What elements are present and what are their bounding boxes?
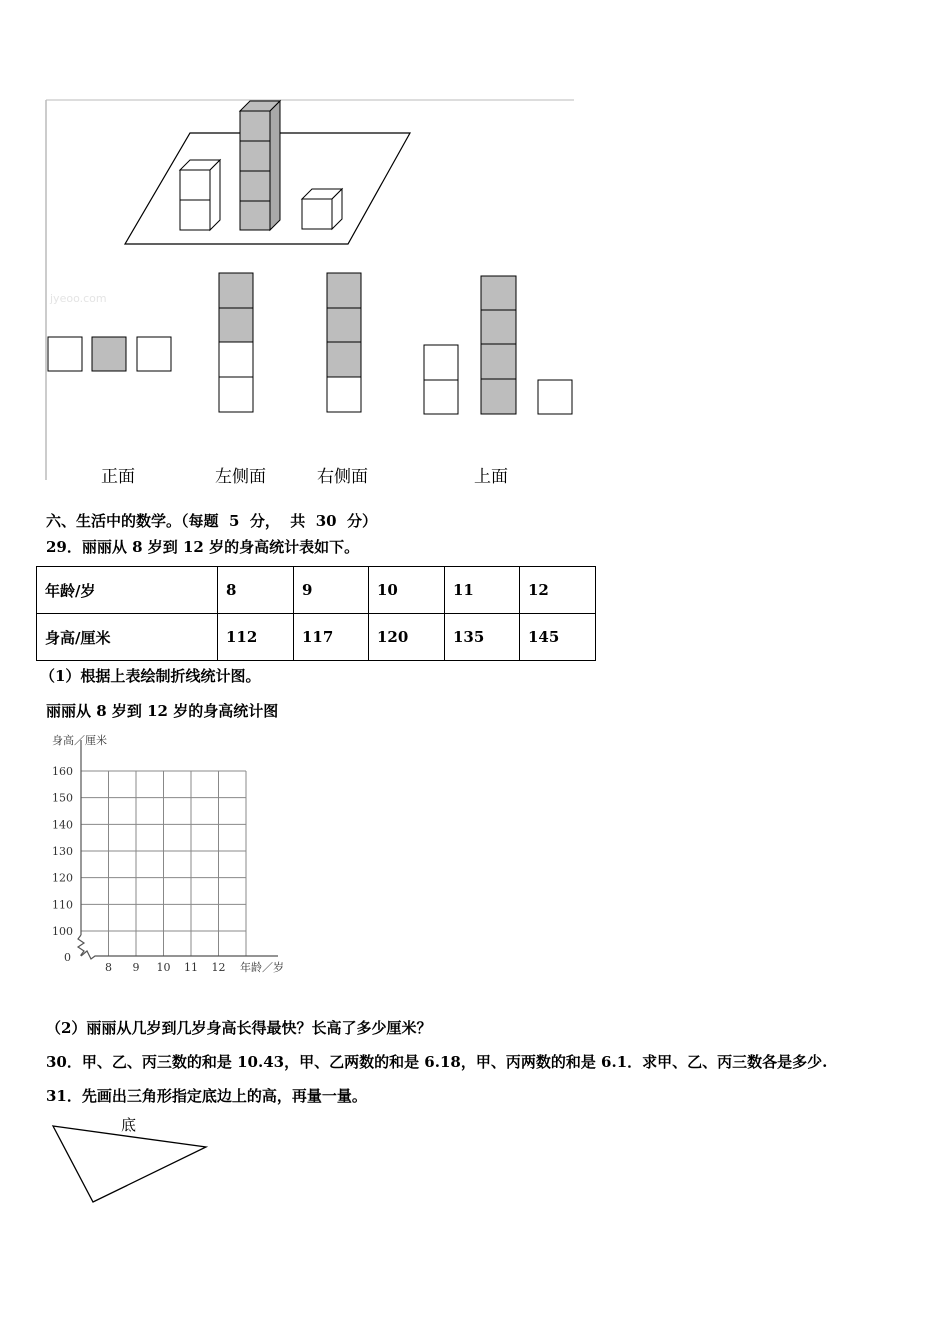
y-tick-label: 150: [52, 791, 73, 805]
table-cell: 10: [369, 567, 445, 614]
watermark: jyeoo.com: [50, 292, 107, 305]
x-tick-label: 12: [211, 961, 226, 974]
question-29-title: 29．丽丽从 8 岁到 12 岁的身高统计表如下。: [46, 538, 360, 556]
view-front: [48, 337, 171, 371]
table-cell: 117: [294, 614, 369, 661]
y-tick-label: 140: [52, 818, 73, 832]
x-tick-label: 10: [156, 961, 171, 974]
y-tick-label: 130: [52, 845, 73, 858]
height-table: [36, 566, 596, 661]
table-cell: 8: [218, 567, 294, 614]
x-tick-label: 11: [184, 961, 198, 974]
y-tick-label: 110: [52, 898, 73, 912]
y-tick-label: 100: [52, 925, 73, 938]
table-cell: 年龄/岁: [37, 567, 218, 614]
origin-label: 0: [64, 951, 71, 964]
cube-views-figure: [0, 0, 600, 500]
y-axis-title: 身高／厘米: [52, 734, 107, 747]
label-front-view: 正面: [101, 467, 135, 487]
table-cell: 145: [520, 614, 596, 661]
view-top: [424, 276, 572, 414]
height-line-chart: [40, 728, 310, 988]
x-tick-label: 8: [105, 961, 112, 974]
axis-break-zigzag: [78, 935, 84, 956]
y-tick-label: 160: [52, 765, 73, 778]
table-cell: 身高/厘米: [37, 614, 218, 661]
table-cell: 12: [520, 567, 596, 614]
question-31: 31．先画出三角形指定底边上的高，再量一量。: [46, 1087, 367, 1105]
table-cell: 112: [218, 614, 294, 661]
cube-single-right: [302, 189, 342, 229]
x-axis-title: 年龄／岁: [240, 961, 284, 974]
table-cell: 11: [445, 567, 520, 614]
chart-title: 丽丽从 8 岁到 12 岁的身高统计图: [46, 702, 279, 720]
table-cell: 9: [294, 567, 369, 614]
table-row: [37, 614, 596, 661]
x-tick-label: 9: [132, 961, 140, 974]
table-cell: 135: [445, 614, 520, 661]
question-29-part-2: （2）丽丽从几岁到几岁身高长得最快？长高了多少厘米？: [46, 1019, 432, 1037]
label-left-view: 左侧面: [215, 467, 266, 487]
table-row: [37, 567, 596, 614]
question-29-part-1: （1）根据上表绘制折线统计图。: [40, 667, 261, 685]
view-left-side: [219, 273, 253, 412]
view-right-side: [327, 273, 361, 412]
label-top-view: 上面: [474, 467, 508, 487]
table-cell: 120: [369, 614, 445, 661]
triangle-figure: [40, 1110, 240, 1220]
section-6-heading: 六、生活中的数学。（每题 5 分， 共 30 分）: [46, 512, 378, 530]
cube-stack-left: [180, 160, 220, 230]
label-right-view: 右侧面: [317, 467, 368, 487]
base-label: 底: [121, 1116, 137, 1134]
question-30: 30．甲、乙、丙三数的和是 10.43，甲、乙两数的和是 6.18，甲、丙两数的和是 6.1．求甲、乙、丙三数各是多少.: [46, 1053, 828, 1071]
y-tick-label: 120: [52, 871, 73, 885]
cube-stack-middle: [240, 101, 280, 230]
triangle: [53, 1126, 206, 1202]
x-axis: [81, 951, 278, 959]
